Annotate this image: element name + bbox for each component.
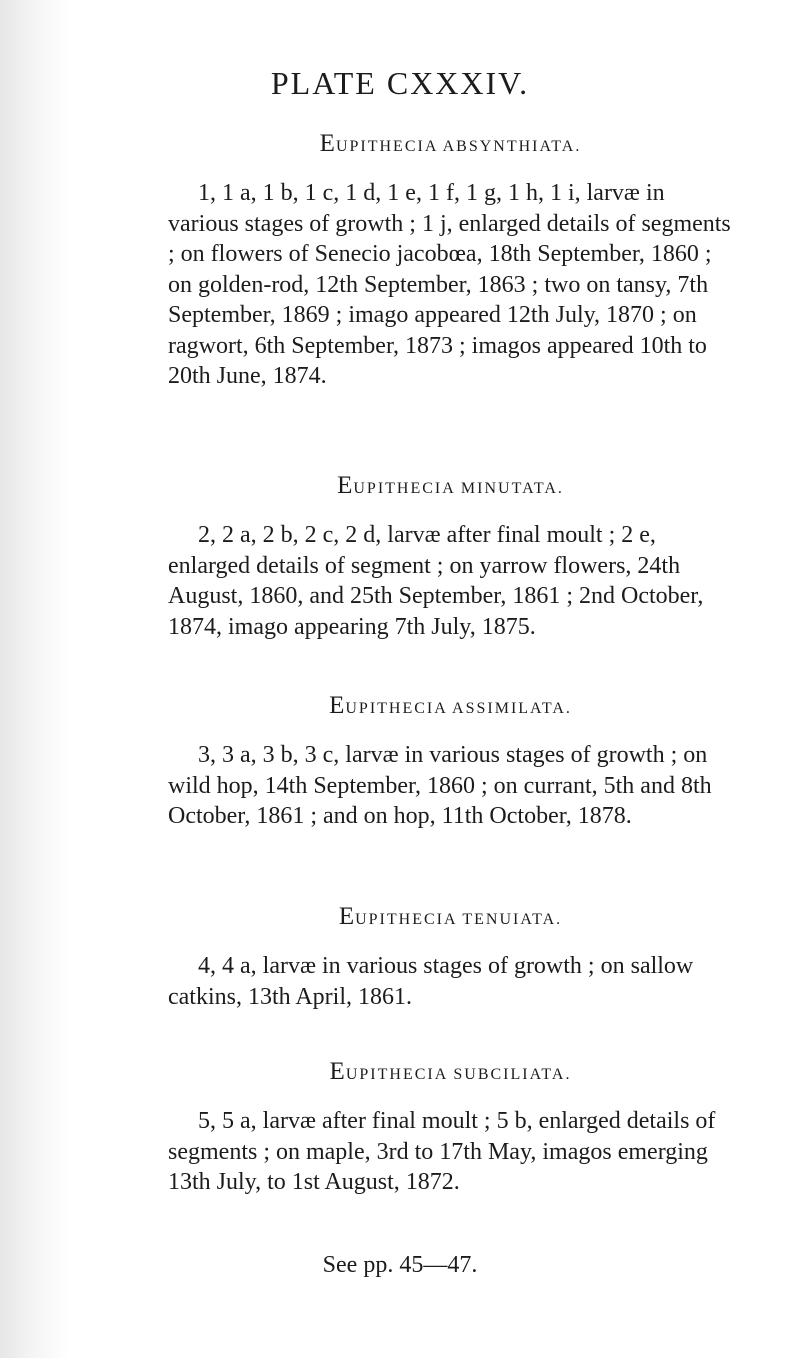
page-reference: See pp. 45—47. <box>322 1252 478 1278</box>
section-subciliata <box>168 1058 733 1198</box>
plate-title: PLATE CXXXIV. <box>270 65 530 101</box>
section-minutata <box>168 472 733 642</box>
section-assimilata <box>168 692 733 832</box>
species-description: 5, 5 a, larvæ after final moult ; 5 b, enlarged details of segments ; on maple, 3rd to 17th May, imagos emerging 13th July, to 1st August, 1872. <box>168 1108 716 1195</box>
species-description: 3, 3 a, 3 b, 3 c, larvæ in various stages of growth ; on wild hop, 14th September, 1860 ; on currant, 5th and 8th October, 1861 ; and on hop, 11th October, 1878. <box>168 742 712 829</box>
page-gutter-shadow <box>0 0 70 1358</box>
section-absynthiata <box>168 130 733 392</box>
species-heading: EUPITHECIA ASSIMILATA. <box>329 692 572 719</box>
species-description: 4, 4 a, larvæ in various stages of growth ; on sallow catkins, 13th April, 1861. <box>168 953 694 1010</box>
species-heading: EUPITHECIA ABSYNTHIATA. <box>319 130 582 157</box>
species-heading: EUPITHECIA MINUTATA. <box>337 472 564 499</box>
species-description: 2, 2 a, 2 b, 2 c, 2 d, larvæ after final moult ; 2 e, enlarged details of segment ; on yarrow flowers, 24th August, 1860, and 25th September, 1861 ; 2nd October, 1874, imago appearing 7th July, 1875. <box>168 522 704 640</box>
section-tenuiata <box>168 903 733 1012</box>
species-heading: EUPITHECIA TENUIATA. <box>338 903 563 930</box>
species-description: 1, 1 a, 1 b, 1 c, 1 d, 1 e, 1 f, 1 g, 1 h, 1 i, larvæ in various stages of growth ; 1 j, enlarged details of segments ; on flowers of Senecio jacobœa, 18th September, 1860 ; on golden-rod, 12th September, 1863 ; two on tansy, 7th September, 1869 ; imago appeared 12th July, 1870 ; on ragwort, 6th September, 1873 ; imagos appeared 10th to 20th June, 1874. <box>168 180 731 389</box>
species-heading: EUPITHECIA SUBCILIATA. <box>329 1058 572 1085</box>
